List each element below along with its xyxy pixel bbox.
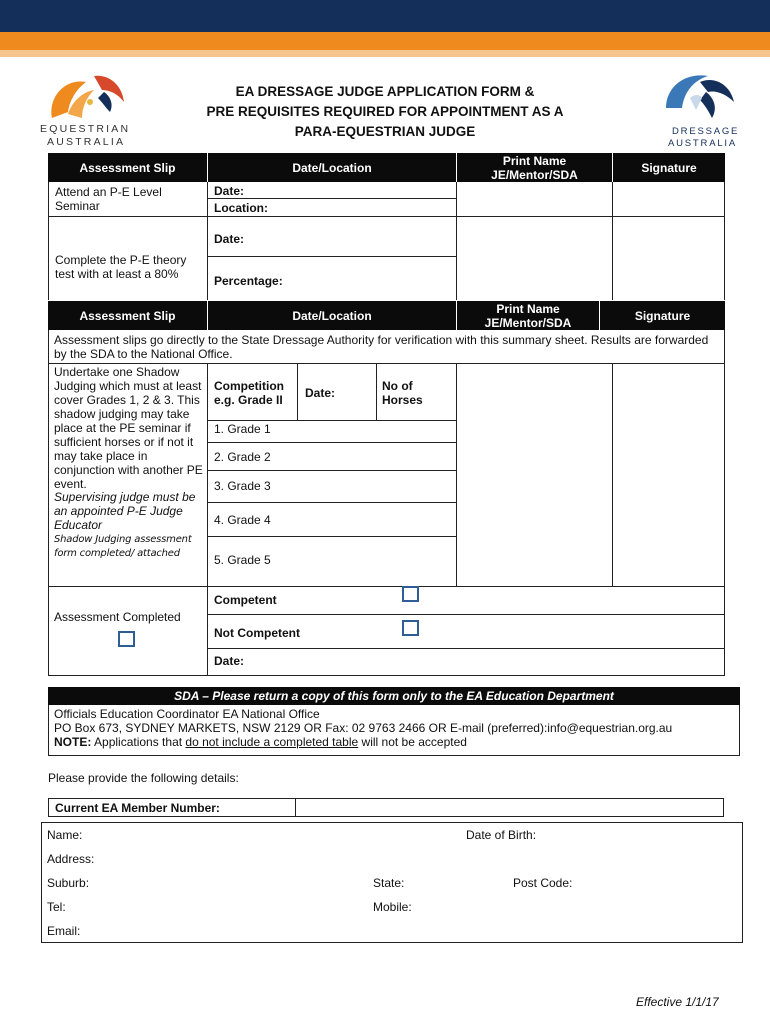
border xyxy=(297,363,298,420)
assessment-date-label: Date: xyxy=(214,654,245,668)
suburb-label: Suburb: xyxy=(47,876,90,890)
border xyxy=(48,755,740,756)
state-label: State: xyxy=(373,876,405,890)
border xyxy=(208,442,456,443)
border xyxy=(207,363,208,675)
not-competent-checkbox[interactable] xyxy=(402,620,419,636)
form-title-line-2: PRE REQUISITES REQUIRED FOR APPOINTMENT AS A xyxy=(206,104,564,119)
border xyxy=(208,614,725,615)
border xyxy=(739,705,740,756)
header-date-location-2: Date/Location xyxy=(208,301,456,330)
competent-label: Competent xyxy=(214,593,277,607)
border xyxy=(48,216,725,217)
border xyxy=(208,502,456,503)
header-band-light xyxy=(0,50,770,57)
header-band-navy xyxy=(0,0,770,32)
border xyxy=(48,363,725,364)
header-date-location: Date/Location xyxy=(208,153,456,182)
shadow-judging-label: Undertake one Shadow Judging which must at least cover Grades 1, 2 & 3. This shadow judging may take place at the PE seminar if sufficient horses or if not it may take place in conjunction with another PE event. xyxy=(54,365,203,491)
sda-note-pre: Applications that xyxy=(91,735,186,749)
sda-line-1: Officials Education Coordinator EA National Office xyxy=(54,707,320,721)
border xyxy=(208,198,456,199)
border xyxy=(208,420,456,421)
form-title-line-1: EA DRESSAGE JUDGE APPLICATION FORM & xyxy=(235,84,535,99)
sda-note-post: will not be accepted xyxy=(358,735,467,749)
assessment-note: Assessment slips go directly to the State Dressage Authority for verification with this summary sheet. Results are forwarded by the SDA to the National Office. xyxy=(54,333,709,361)
member-number-input[interactable] xyxy=(296,798,724,817)
border xyxy=(376,363,377,420)
header-band-orange xyxy=(0,32,770,50)
logo-left-text-2: AUSTRALIA xyxy=(47,136,126,148)
competition-header: Competition e.g. Grade II xyxy=(214,379,284,407)
border xyxy=(48,330,49,675)
not-competent-label: Not Competent xyxy=(214,626,300,640)
row1-date-label: Date: xyxy=(214,184,245,198)
border xyxy=(456,182,457,300)
address-label: Address: xyxy=(47,852,95,866)
header-print-name-2: Print Name JE/Mentor/SDA xyxy=(457,301,599,330)
border xyxy=(48,586,725,587)
border xyxy=(208,256,456,257)
details-intro: Please provide the following details: xyxy=(48,771,239,785)
grade-4: 4. Grade 4 xyxy=(214,513,271,527)
border xyxy=(612,363,613,586)
shadow-judging-italic: Supervising judge must be an appointed P-E Judge Educator xyxy=(54,490,196,532)
row1-label: Attend an P-E Level Seminar xyxy=(55,185,162,213)
header-signature: Signature xyxy=(613,153,725,182)
border xyxy=(724,182,725,300)
member-number-label-box xyxy=(48,798,296,817)
member-number-label: Current EA Member Number: xyxy=(55,801,220,815)
sda-note-underline: do not include a completed table xyxy=(185,735,359,749)
header-print-name: Print Name JE/Mentor/SDA xyxy=(457,153,612,182)
sda-line-2: PO Box 673, SYDNEY MARKETS, NSW 2129 OR Fax: 02 9763 2466 OR E-mail (preferred):info@equestrian.org.au xyxy=(54,721,673,735)
logo-left-text-1: EQUESTRIAN xyxy=(40,123,131,135)
form-title-line-3: PARA-EQUESTRIAN JUDGE xyxy=(294,124,476,139)
border xyxy=(208,470,456,471)
effective-date: Effective 1/1/17 xyxy=(636,995,719,1009)
logo-right-text-2: AUSTRALIA xyxy=(668,138,737,149)
row2-percentage-label: Percentage: xyxy=(214,274,283,288)
row2-label: Complete the P-E theory test with at least a 80% xyxy=(55,253,187,281)
header-assessment-slip: Assessment Slip xyxy=(48,153,207,182)
row2-date-label: Date: xyxy=(214,232,245,246)
grade-2: 2. Grade 2 xyxy=(214,450,271,464)
form-title xyxy=(160,82,610,142)
mobile-label: Mobile: xyxy=(373,900,412,914)
border xyxy=(208,648,725,649)
grade-5: 5. Grade 5 xyxy=(214,553,271,567)
competent-checkbox[interactable] xyxy=(402,586,419,602)
border xyxy=(207,182,208,300)
sda-note-label: NOTE: xyxy=(54,735,92,749)
border xyxy=(456,363,457,586)
row1-location-label: Location: xyxy=(214,201,268,215)
name-label: Name: xyxy=(47,828,83,842)
assessment-completed-label: Assessment Completed xyxy=(54,610,181,624)
logo-right-text-1: DRESSAGE xyxy=(672,126,740,137)
header-assessment-slip-2: Assessment Slip xyxy=(48,301,207,330)
header-signature-2: Signature xyxy=(600,301,725,330)
border xyxy=(724,330,725,675)
email-label: Email: xyxy=(47,924,81,938)
dob-label: Date of Birth: xyxy=(466,828,537,842)
sda-note xyxy=(54,735,467,749)
sda-banner: SDA – Please return a copy of this form only to the EA Education Department xyxy=(48,687,740,705)
tel-label: Tel: xyxy=(47,900,66,914)
date-header: Date: xyxy=(305,386,336,400)
border xyxy=(208,536,456,537)
postcode-label: Post Code: xyxy=(513,876,573,890)
border xyxy=(612,182,613,300)
shadow-judging-script: Shadow Judging assessment form completed/ attached xyxy=(54,534,192,559)
grade-3: 3. Grade 3 xyxy=(214,479,271,493)
horses-header: No of Horses xyxy=(382,379,423,407)
assessment-completed-checkbox[interactable] xyxy=(118,631,135,647)
border xyxy=(48,182,49,300)
border xyxy=(48,705,49,756)
border xyxy=(48,675,725,676)
grade-1: 1. Grade 1 xyxy=(214,422,271,436)
